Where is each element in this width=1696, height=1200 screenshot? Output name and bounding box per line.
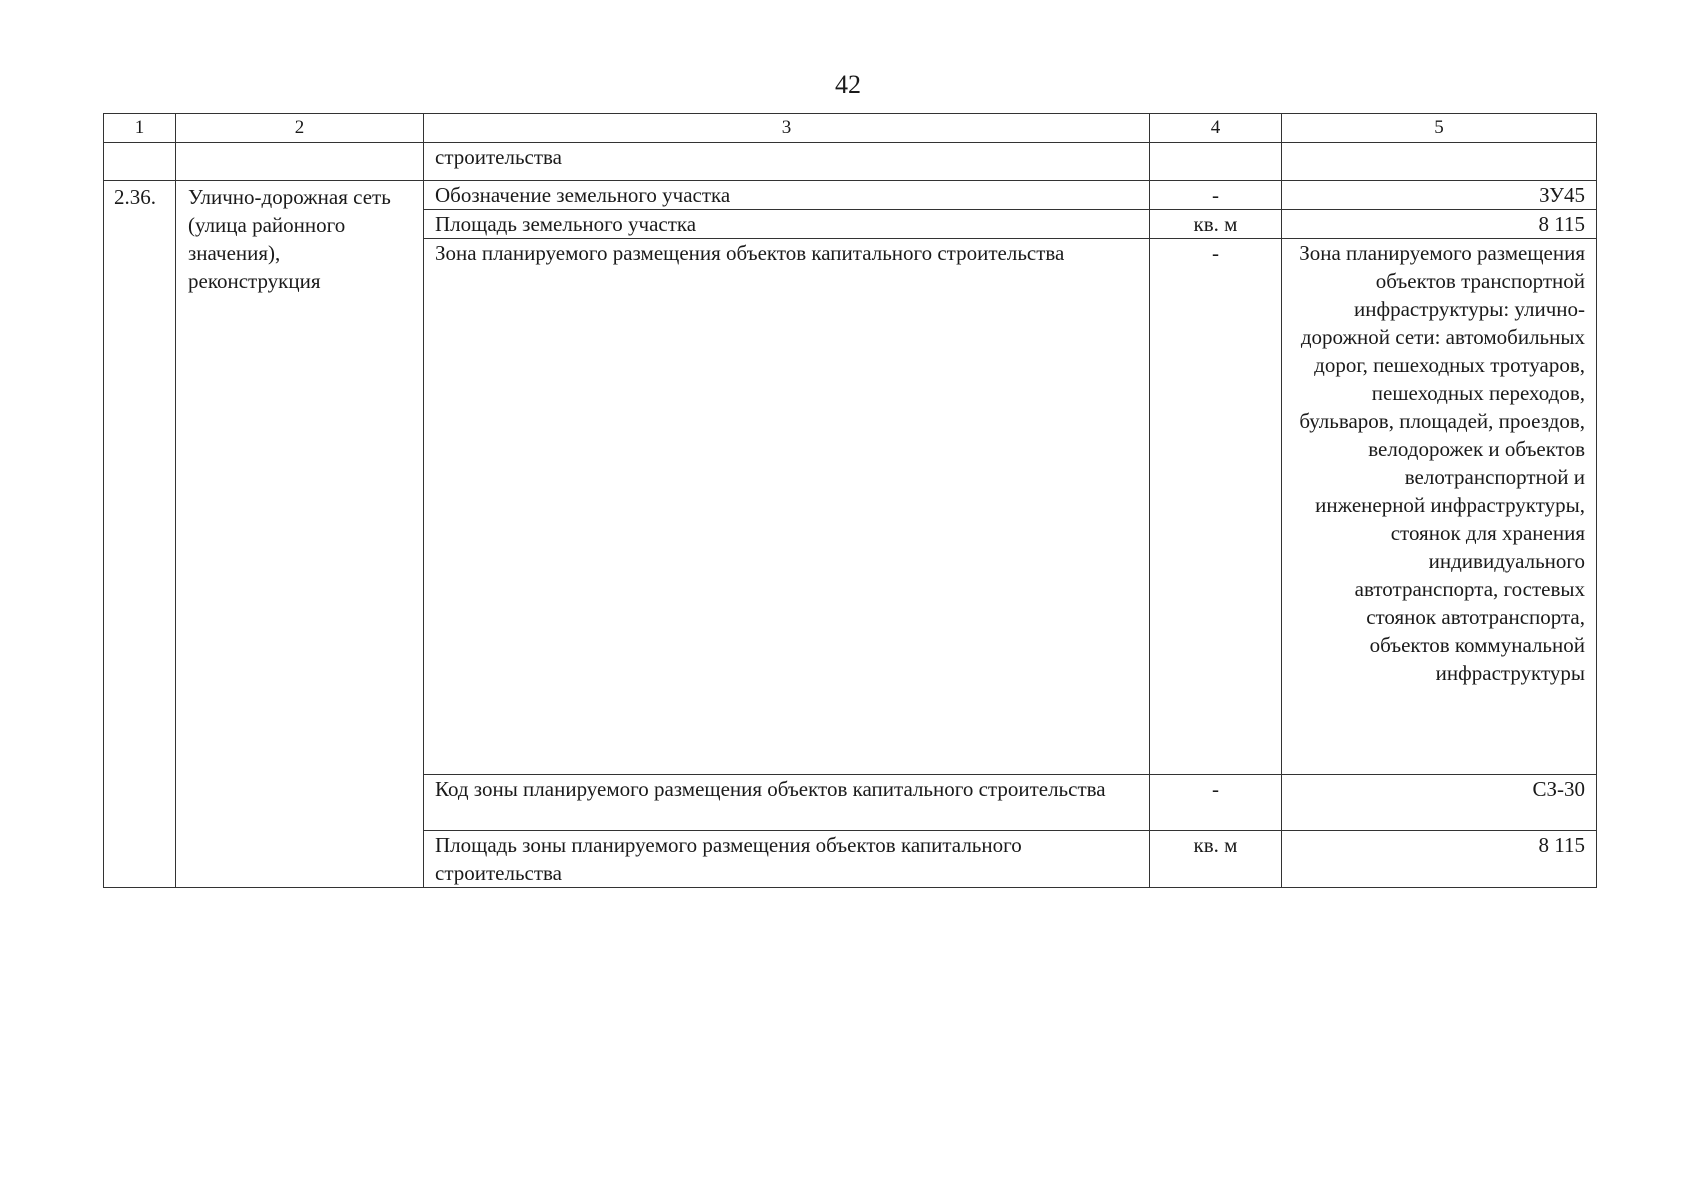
unit-cell: кв. м <box>1150 210 1282 239</box>
unit-cell: - <box>1150 775 1282 831</box>
column-number: 4 <box>1150 114 1282 143</box>
value-cell: СЗ-30 <box>1282 775 1597 831</box>
column-number: 5 <box>1282 114 1597 143</box>
table-row <box>104 181 1597 210</box>
value-cell: ЗУ45 <box>1282 181 1597 210</box>
parameter-cell: Площадь зоны планируемого размещения объектов капитального строительства <box>424 831 1150 888</box>
continuation-row <box>104 143 1597 181</box>
column-number: 3 <box>424 114 1150 143</box>
column-number: 1 <box>104 114 176 143</box>
column-numbers-row <box>104 114 1597 143</box>
unit-cell: - <box>1150 181 1282 210</box>
parameter-cell: строительства <box>424 143 1150 181</box>
value-cell: Зона планируемого размещения объектов транспортной инфраструктуры: улично-дорожной сети: автомобильных дорог, пешеходных тротуаров, пешеходных переходов, бульваров, площадей, проездов, велодорожек и объектов велотранспортной и инженерной инфраструктуры, стоянок для хранения индивидуального автотранспорта, гостевых стоянок автотранспорта, объектов коммунальной инфраструктуры <box>1282 239 1597 775</box>
parameters-table <box>103 113 1597 888</box>
parameter-cell: Зона планируемого размещения объектов капитального строительства <box>424 239 1150 775</box>
item-name: Улично-дорожная сеть (улица районного значения), реконструкция <box>176 181 424 888</box>
page-number: 42 <box>835 70 861 99</box>
parameter-cell: Площадь земельного участка <box>424 210 1150 239</box>
parameter-cell: Код зоны планируемого размещения объектов капитального строительства <box>424 775 1150 831</box>
parameter-cell: Обозначение земельного участка <box>424 181 1150 210</box>
value-cell: 8 115 <box>1282 210 1597 239</box>
item-number: 2.36. <box>104 181 176 888</box>
unit-cell: кв. м <box>1150 831 1282 888</box>
column-number: 2 <box>176 114 424 143</box>
value-cell: 8 115 <box>1282 831 1597 888</box>
unit-cell: - <box>1150 239 1282 775</box>
